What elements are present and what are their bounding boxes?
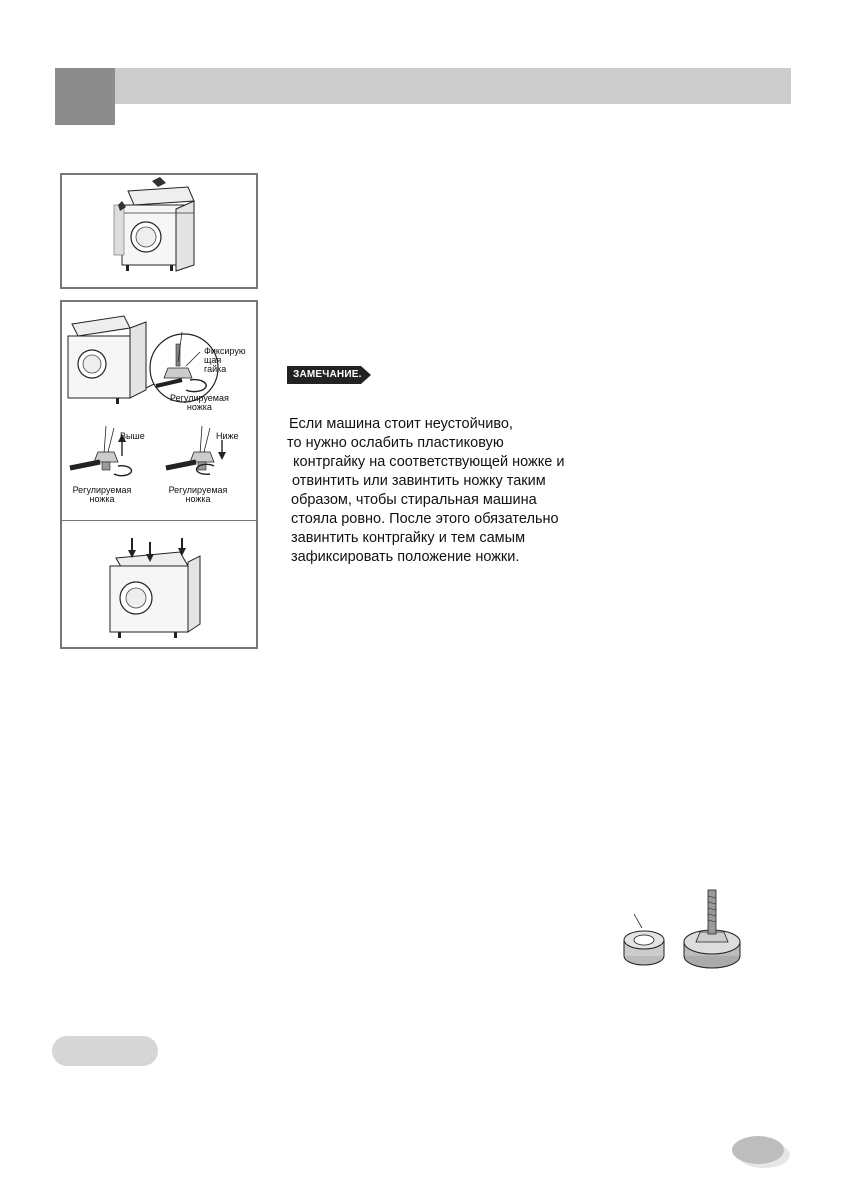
foot-label-top [170,394,229,412]
locknut-label-line-3: гайка [204,364,227,374]
foot-label-right-line-2: ножка [185,494,211,504]
foot-label-top-line-1: Регулируемая [170,393,229,403]
locknut-label [204,347,246,374]
note-line: отвинтить или завинтить ножку таким [292,473,546,489]
foot-label-left-line-2: ножка [89,494,115,504]
locknut-label-line-1: Фиксирую [204,346,246,356]
note-text [289,415,609,567]
washer-lift-illustration [60,173,258,289]
washer-lift-drawing [62,175,256,287]
feet-adjust-illustration [60,300,258,649]
panel-divider [62,520,256,521]
page-number-oval [730,1134,792,1170]
note-line: Если машина стоит неустойчиво, [289,416,513,432]
locknut-label-line-2: щая [204,355,222,365]
note-line: завинтить контргайку и тем самым [291,530,526,546]
higher-label: Выше [120,431,145,441]
note-badge [287,366,371,384]
section-pill [52,1036,158,1066]
note-badge-label: ЗАМЕЧАНИЕ. [293,369,362,380]
note-line: то нужно ослабить пластиковую [287,435,504,451]
lower-label: Ниже [216,431,239,441]
foot-label-left [72,486,132,504]
foot-label-left-line-1: Регулируемая [72,485,132,495]
note-line: зафиксировать положение ножки. [291,549,520,565]
section-header-bar [115,68,791,104]
note-line: стояла ровно. После этого обязательно [291,511,559,527]
note-line: контргайку на соответствующей ножке и [293,454,565,470]
note-line: образом, чтобы стиральная машина [291,492,537,508]
foot-label-right-line-1: Регулируемая [168,485,228,495]
foot-label-right [168,486,228,504]
foot-label-top-line-2: ножка [186,402,212,412]
locknut-and-foot-illustration [612,884,752,974]
section-header-square [55,68,115,125]
